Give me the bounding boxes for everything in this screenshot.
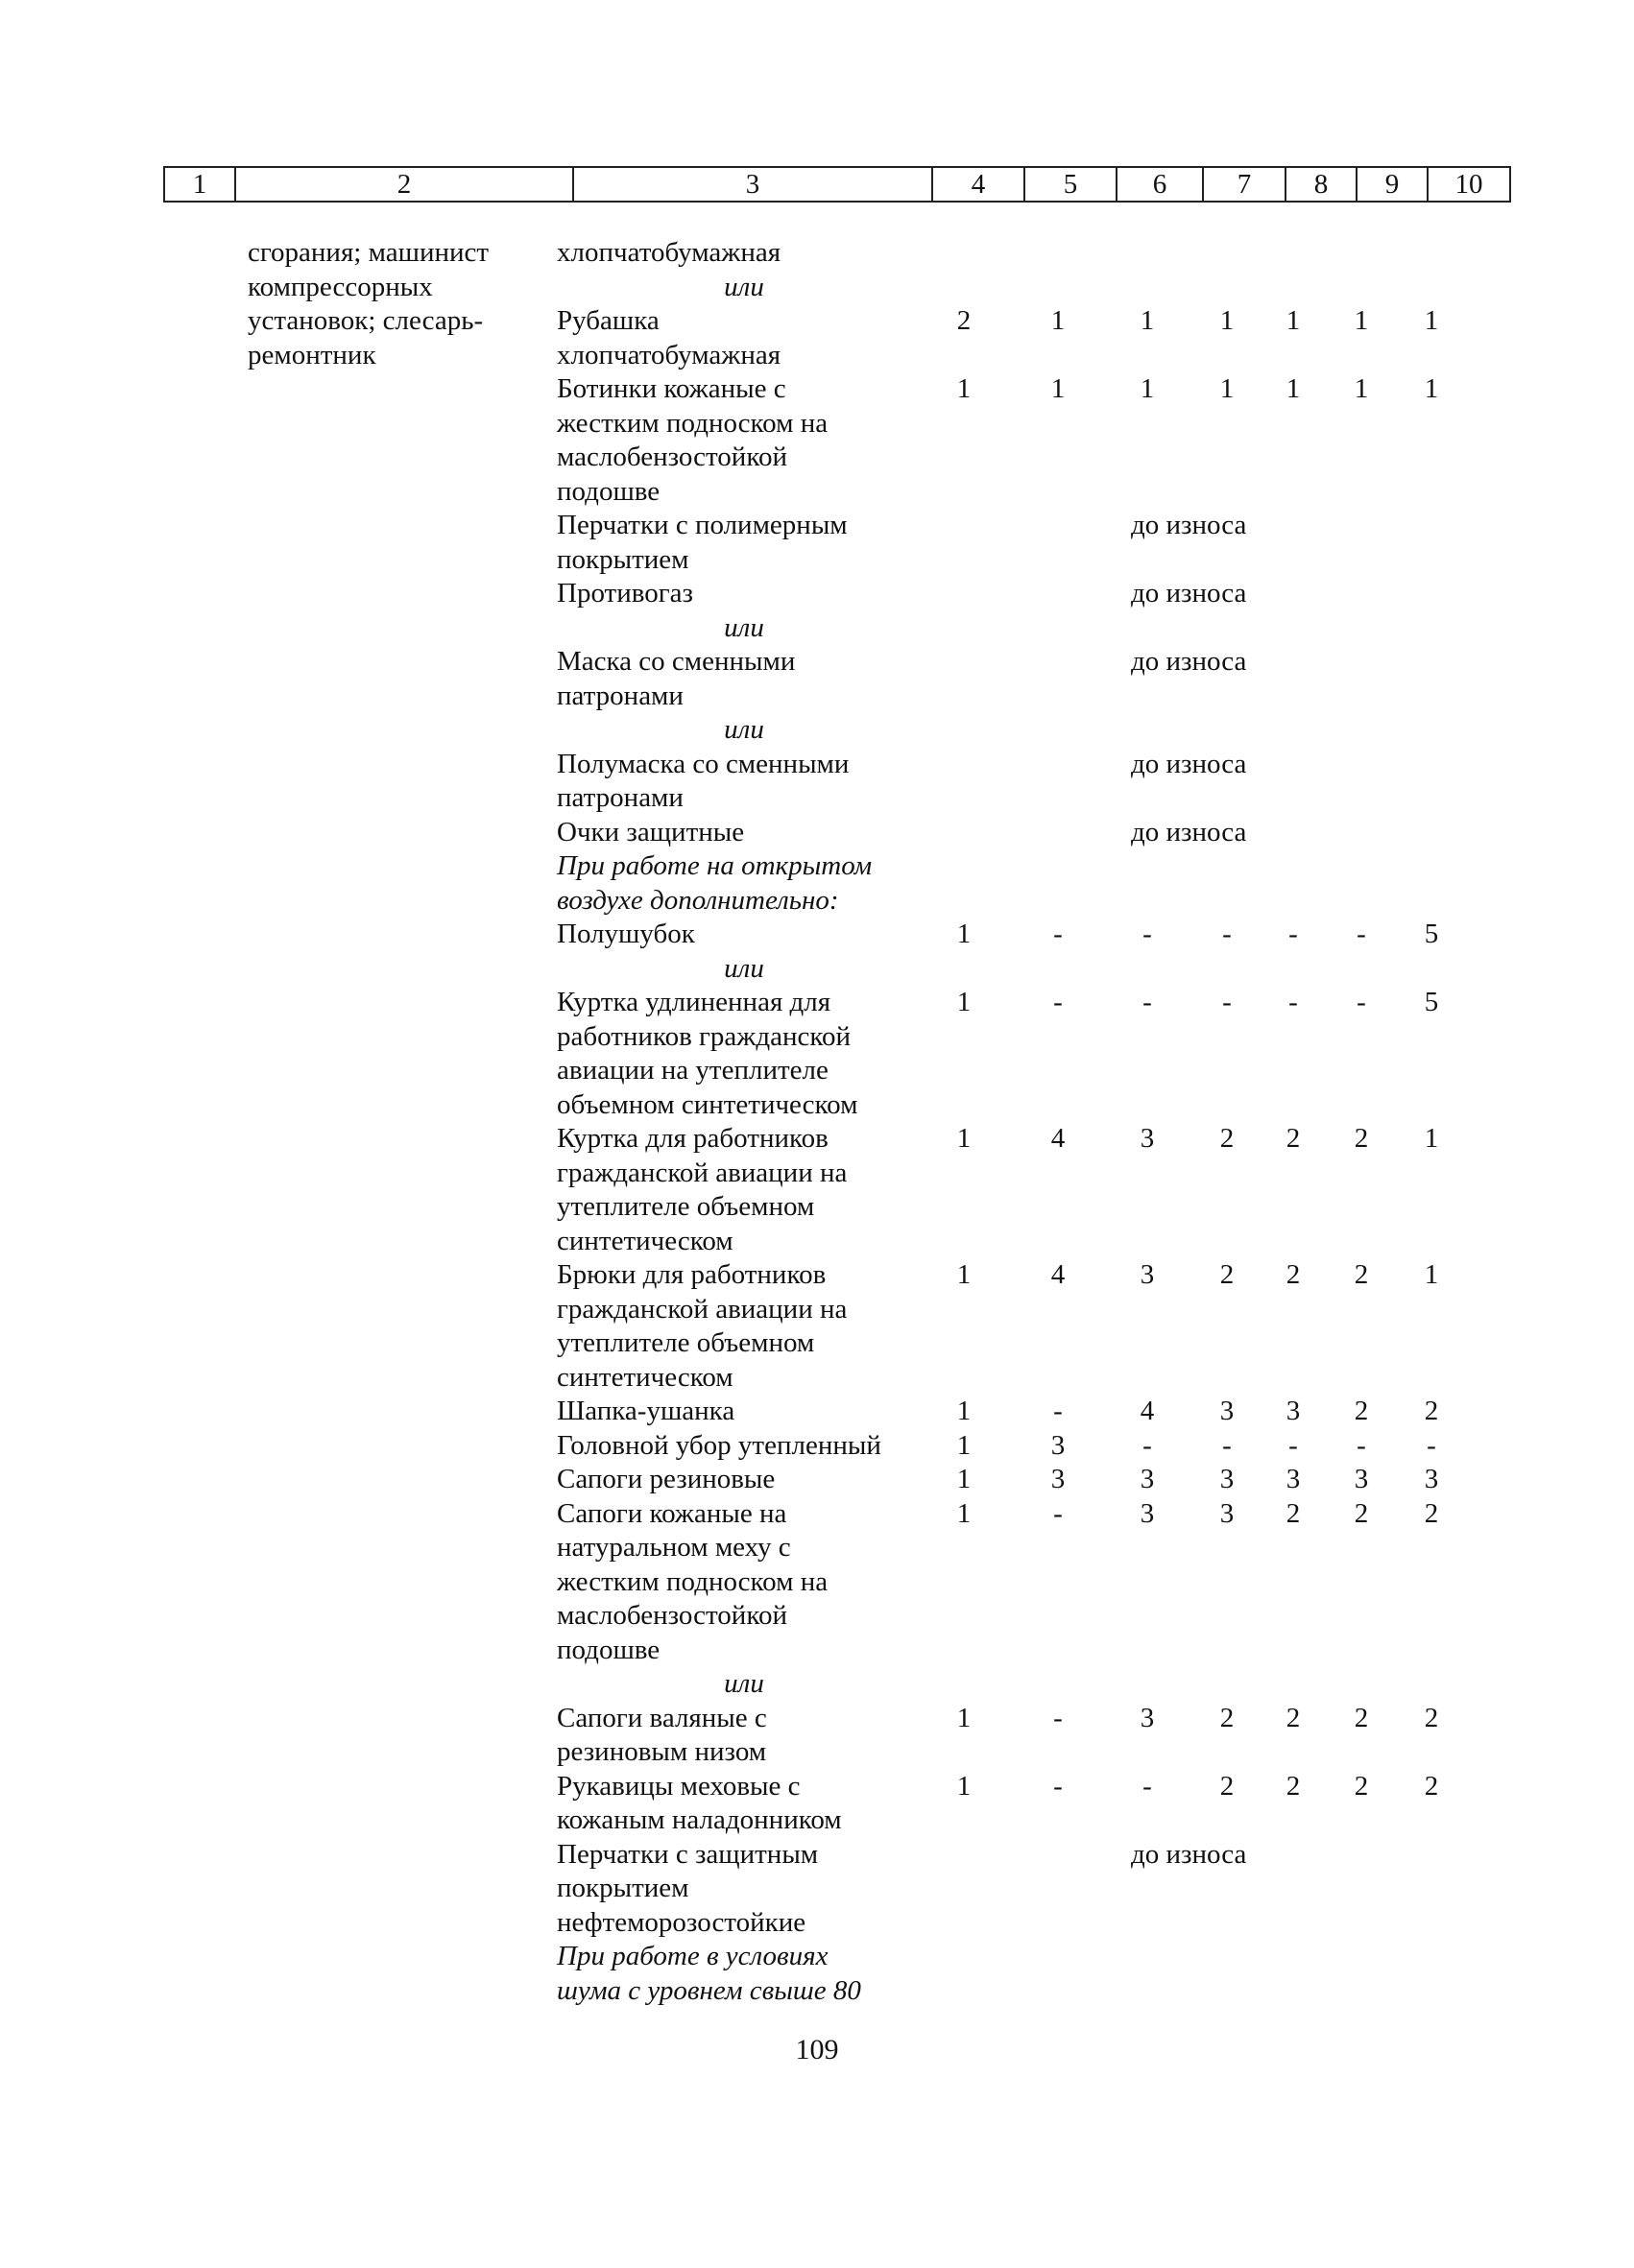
- value-col-5: -: [1053, 1770, 1063, 1802]
- value-col-9: 2: [1354, 1259, 1369, 1290]
- value-col-7: 2: [1219, 1123, 1235, 1154]
- item-name: Куртка для работников гражданской авиации на утеплителе объемном синтетическом: [557, 1123, 848, 1256]
- item-name: Куртка удлиненная для работников гражданской авиации на утеплителе объемном синтетическом: [557, 987, 858, 1120]
- table-row: [0, 271, 1634, 305]
- header-cell-3: 3: [574, 168, 933, 201]
- value-col-8: 3: [1286, 1396, 1301, 1426]
- value-col-6: 4: [1140, 1396, 1155, 1426]
- value-col-4: 1: [956, 1429, 972, 1461]
- header-cell-4: 4: [933, 168, 1025, 201]
- value-col-6: -: [1142, 987, 1152, 1017]
- value-col-6: 1: [1140, 305, 1155, 336]
- value-col-4: 1: [956, 1396, 972, 1426]
- value-col-9: 2: [1354, 1770, 1369, 1802]
- value-col-5: 3: [1050, 1429, 1066, 1461]
- table-row: [0, 645, 1634, 713]
- item-name: Сапоги кожаные на натуральном меху с жестким подноском на маслобензостойкой подошве: [557, 1497, 829, 1665]
- value-col-7: 1: [1219, 373, 1235, 404]
- item-list: [0, 236, 1634, 2008]
- table-row: [0, 748, 1634, 816]
- value-col-10: 2: [1424, 1770, 1439, 1802]
- value-col-10: -: [1427, 1429, 1436, 1461]
- value-col-5: 3: [1050, 1464, 1066, 1494]
- until-worn-label: до износа: [1131, 816, 1247, 848]
- value-col-10: 2: [1424, 1702, 1439, 1733]
- value-col-9: 1: [1354, 373, 1369, 404]
- item-name: Брюки для работников гражданской авиации на утеплителе объемном синтетическом: [557, 1259, 848, 1393]
- value-col-10: 1: [1424, 1259, 1439, 1290]
- value-col-6: 3: [1140, 1123, 1155, 1154]
- until-worn-label: до износа: [1131, 646, 1247, 677]
- value-col-9: 3: [1354, 1464, 1369, 1494]
- value-col-10: 5: [1424, 987, 1439, 1017]
- value-col-8: -: [1288, 919, 1298, 949]
- value-col-7: 3: [1219, 1396, 1235, 1426]
- item-name: Полушубок: [557, 919, 695, 949]
- value-col-9: 2: [1354, 1396, 1369, 1426]
- value-col-5: -: [1053, 1497, 1063, 1529]
- value-col-8: -: [1288, 1429, 1298, 1461]
- header-cell-5: 5: [1025, 168, 1117, 201]
- item-name: Рубашка хлопчатобумажная: [557, 305, 781, 370]
- value-col-6: 3: [1140, 1702, 1155, 1733]
- item-name: Перчатки с полимерным покрытием: [557, 510, 848, 575]
- value-col-5: -: [1053, 987, 1063, 1017]
- item-name: Перчатки с защитным покрытием нефтеморозостойкие: [557, 1838, 819, 1938]
- value-col-4: 1: [956, 919, 972, 949]
- value-col-10: 3: [1424, 1464, 1439, 1494]
- section-note: При работе на открытом воздухе дополнительно:: [557, 850, 873, 916]
- header-cell-8: 8: [1286, 168, 1358, 201]
- table-row: [0, 849, 1634, 918]
- value-col-6: 3: [1140, 1497, 1155, 1529]
- connector-or: или: [724, 952, 764, 984]
- value-col-4: 1: [956, 1702, 972, 1733]
- value-col-10: 1: [1424, 373, 1439, 404]
- table-row: [0, 1463, 1634, 1497]
- value-col-7: -: [1222, 987, 1232, 1017]
- table-row: [0, 816, 1634, 850]
- table-row: [0, 1667, 1634, 1702]
- table-header-row: [163, 166, 1511, 203]
- value-col-7: -: [1222, 1429, 1232, 1461]
- item-name: Сапоги резиновые: [557, 1464, 776, 1494]
- value-col-4: 1: [956, 373, 972, 404]
- header-cell-2: 2: [236, 168, 574, 201]
- value-col-9: 1: [1354, 305, 1369, 336]
- value-col-9: 2: [1354, 1497, 1369, 1529]
- value-col-5: 1: [1050, 373, 1066, 404]
- table-row: [0, 236, 1634, 271]
- value-col-9: 2: [1354, 1123, 1369, 1154]
- value-col-4: 1: [956, 1497, 972, 1529]
- value-col-4: 1: [956, 987, 972, 1017]
- value-col-6: 1: [1140, 373, 1155, 404]
- item-name: Ботинки кожаные с жестким подноском на маслобензостойкой подошве: [557, 373, 829, 507]
- table-row: [0, 952, 1634, 987]
- value-col-8: 2: [1286, 1497, 1301, 1529]
- section-note: При работе в условиях шума с уровнем свыше 80: [557, 1941, 861, 2006]
- value-col-4: 2: [956, 305, 972, 336]
- value-col-8: 1: [1286, 373, 1301, 404]
- value-col-7: 1: [1219, 305, 1235, 336]
- value-col-8: 2: [1286, 1770, 1301, 1802]
- value-col-10: 5: [1424, 919, 1439, 949]
- item-name: хлопчатобумажная: [557, 237, 781, 268]
- value-col-6: 3: [1140, 1259, 1155, 1290]
- value-col-4: 1: [956, 1464, 972, 1494]
- connector-or: или: [724, 611, 764, 643]
- table-row: [0, 1429, 1634, 1464]
- value-col-7: 2: [1219, 1259, 1235, 1290]
- value-col-6: -: [1142, 1429, 1152, 1461]
- connector-or: или: [724, 714, 764, 745]
- header-cell-7: 7: [1204, 168, 1286, 201]
- table-row: [0, 1770, 1634, 1838]
- value-col-5: 4: [1050, 1123, 1066, 1154]
- table-row: [0, 1838, 1634, 1941]
- header-cell-1: 1: [165, 168, 236, 201]
- table-row: [0, 1395, 1634, 1429]
- value-col-9: -: [1357, 1429, 1366, 1461]
- header-cell-9: 9: [1358, 168, 1429, 201]
- value-col-8: 2: [1286, 1123, 1301, 1154]
- value-col-7: 3: [1219, 1464, 1235, 1494]
- header-cell-6: 6: [1117, 168, 1204, 201]
- profession-cell: сгорания; машинист компрессорных установок; слесарь-ремонтник: [248, 237, 490, 370]
- table-row: [0, 577, 1634, 611]
- value-col-4: 1: [956, 1123, 972, 1154]
- table-body: [0, 236, 1634, 2008]
- table-row: [0, 1122, 1634, 1258]
- table-row: [0, 304, 1634, 372]
- connector-or: или: [724, 271, 764, 302]
- header-cell-10: 10: [1429, 168, 1511, 201]
- value-col-7: 2: [1219, 1702, 1235, 1733]
- value-col-9: -: [1357, 919, 1366, 949]
- value-col-7: 2: [1219, 1770, 1235, 1802]
- value-col-4: 1: [956, 1770, 972, 1802]
- value-col-8: 1: [1286, 305, 1301, 336]
- connector-or: или: [724, 1668, 764, 1699]
- value-col-5: -: [1053, 919, 1063, 949]
- value-col-5: 4: [1050, 1259, 1066, 1290]
- table-row: [0, 1497, 1634, 1668]
- item-name: Головной убор утепленный: [557, 1429, 881, 1461]
- item-name: Рукавицы меховые с кожаным наладонником: [557, 1770, 842, 1835]
- value-col-5: -: [1053, 1396, 1063, 1426]
- until-worn-label: до износа: [1131, 748, 1247, 779]
- value-col-6: -: [1142, 919, 1152, 949]
- table-row: [0, 918, 1634, 952]
- value-col-10: 2: [1424, 1497, 1439, 1529]
- table-row: [0, 1258, 1634, 1395]
- item-name: Полумаска со сменными патронами: [557, 748, 850, 813]
- table-row: [0, 1940, 1634, 2008]
- value-col-4: 1: [956, 1259, 972, 1290]
- value-col-5: 1: [1050, 305, 1066, 336]
- value-col-8: 3: [1286, 1464, 1301, 1494]
- value-col-9: 2: [1354, 1702, 1369, 1733]
- value-col-6: -: [1142, 1770, 1152, 1802]
- until-worn-label: до износа: [1131, 1838, 1247, 1870]
- value-col-7: -: [1222, 919, 1232, 949]
- item-name: Очки защитные: [557, 816, 745, 848]
- page-number: 109: [795, 2034, 839, 2065]
- value-col-8: 2: [1286, 1259, 1301, 1290]
- value-col-5: -: [1053, 1702, 1063, 1733]
- table-row: [0, 509, 1634, 577]
- table-row: [0, 713, 1634, 748]
- value-col-10: 1: [1424, 305, 1439, 336]
- value-col-10: 1: [1424, 1123, 1439, 1154]
- table-row: [0, 986, 1634, 1122]
- item-name: Шапка-ушанка: [557, 1396, 735, 1426]
- value-col-7: 3: [1219, 1497, 1235, 1529]
- value-col-8: -: [1288, 987, 1298, 1017]
- value-col-9: -: [1357, 987, 1366, 1017]
- table-row: [0, 1702, 1634, 1770]
- value-col-10: 2: [1424, 1396, 1439, 1426]
- item-name: Маска со сменными патронами: [557, 646, 796, 711]
- item-name: Сапоги валяные с резиновым низом: [557, 1702, 767, 1767]
- until-worn-label: до износа: [1131, 510, 1247, 540]
- value-col-6: 3: [1140, 1464, 1155, 1494]
- until-worn-label: до износа: [1131, 578, 1247, 609]
- value-col-8: 2: [1286, 1702, 1301, 1733]
- table-row: [0, 372, 1634, 509]
- table-row: [0, 611, 1634, 646]
- item-name: Противогаз: [557, 578, 693, 609]
